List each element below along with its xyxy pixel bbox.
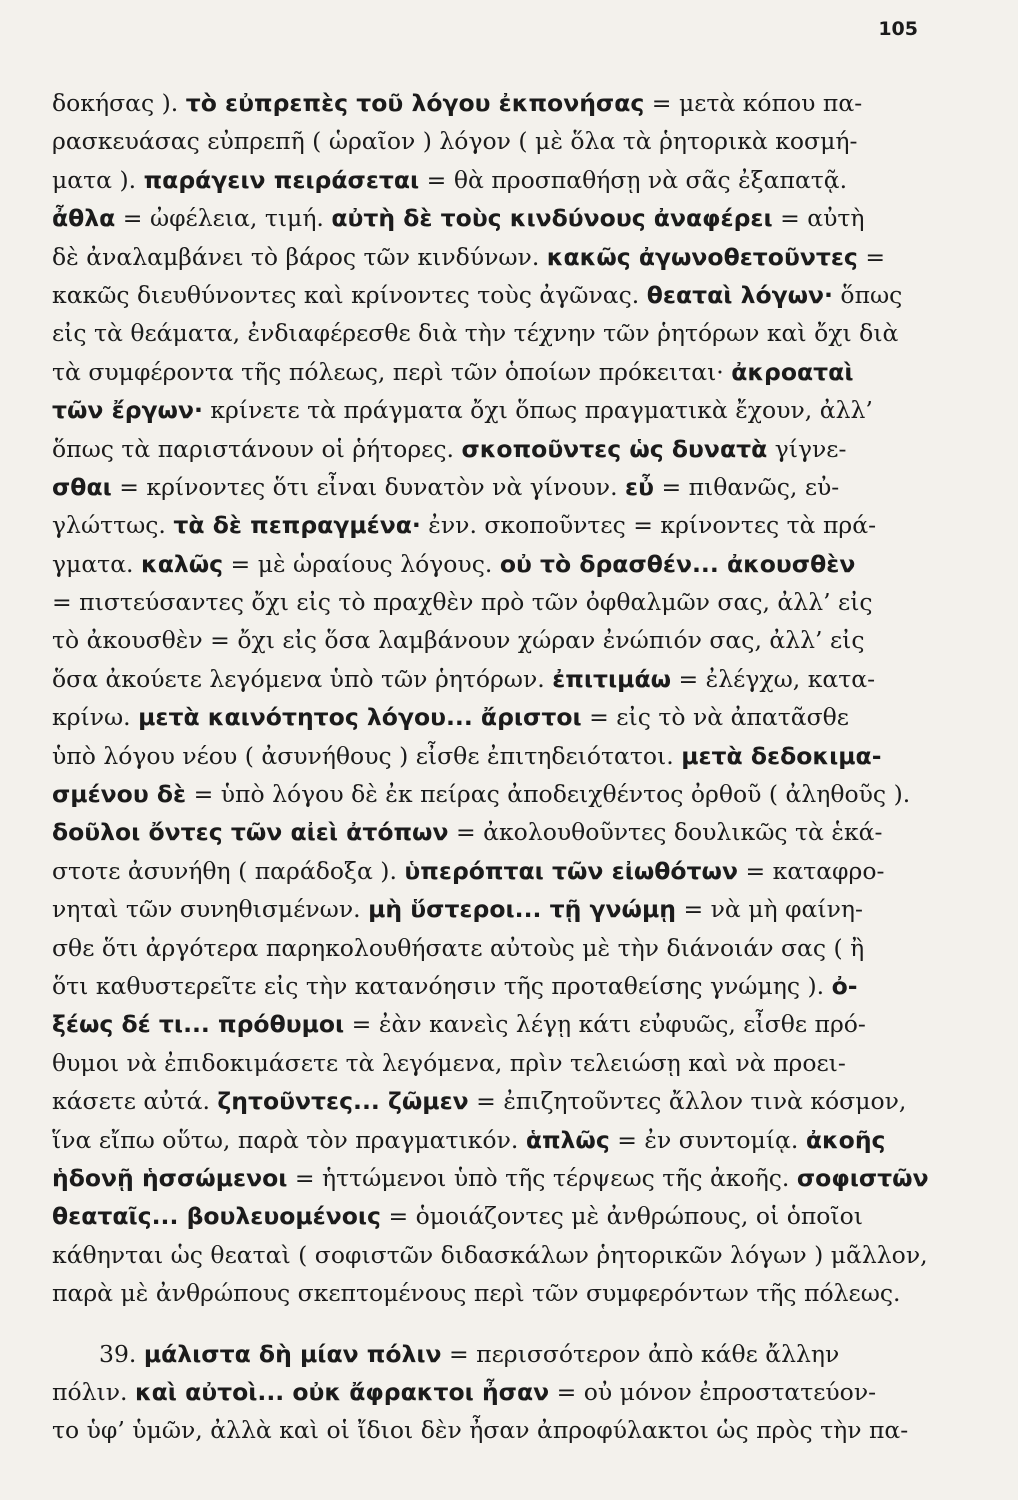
lemma: ὀ- — [831, 971, 858, 1000]
gloss: = κρίνοντες ὅτι εἶναι δυνατὸν νὰ γίνουν. — [111, 472, 626, 501]
lemma: θεαταὶ λόγων· — [646, 280, 833, 309]
page-number: 105 — [878, 18, 918, 40]
gloss: γλώττως. — [52, 511, 174, 540]
text-line — [52, 737, 914, 775]
text-line — [52, 276, 914, 314]
text-line — [52, 199, 914, 237]
lemma: ἐπιτιμάω — [552, 664, 672, 693]
lemma: σοφιστῶν — [796, 1163, 929, 1192]
lemma: ὑπερόπται τῶν εἰωθότων — [404, 856, 738, 885]
gloss: = μετὰ κόπου πα- — [644, 89, 863, 117]
gloss: = ἐν συντομίᾳ. — [609, 1125, 806, 1154]
gloss: = — [857, 242, 886, 271]
text-line — [52, 967, 914, 1005]
gloss: κάσετε αὐτά. — [52, 1087, 218, 1116]
lemma: ἡδονῇ ἡσσώμενοι — [52, 1163, 288, 1192]
text-line — [52, 583, 914, 621]
gloss: = ὠφέλεια, τιμή. — [115, 204, 332, 233]
gloss: ἵνα εἴπω οὕτω, παρὰ τὸν πραγματικόν. — [52, 1125, 526, 1154]
text-line — [52, 660, 914, 698]
lemma: σκοποῦντες ὡς δυνατὰ — [461, 434, 768, 463]
gloss: ὅπως — [832, 280, 903, 309]
text-line — [52, 1044, 914, 1082]
lemma: οὐ τὸ δρασθέν... ἀκουσθὲν — [499, 549, 856, 578]
text-line — [52, 1197, 914, 1235]
gloss: γίγνε- — [767, 434, 847, 463]
main-paragraph — [52, 84, 929, 1313]
gloss: = νὰ μὴ φαίνη- — [675, 895, 863, 924]
gloss: = ἀκολουθοῦντες δουλικῶς τὰ ἑκά- — [448, 818, 883, 847]
gloss: το ὑφ’ ὑμῶν, ἀλλὰ καὶ οἱ ἴδιοι δὲν ἦσαν ἀπροφύλακτοι ὡς πρὸς τὴν πα- — [52, 1416, 909, 1445]
gloss: δὲ ἀναλαμβάνει τὸ βάρος τῶν κινδύνων. — [52, 242, 547, 271]
text-line — [52, 1236, 928, 1274]
gloss: τὰ συμφέροντα τῆς πόλεως, περὶ τῶν ὁποίων πρόκειται· — [52, 357, 732, 386]
lemma: δοῦλοι ὄντες τῶν αἰεὶ ἀτόπων — [52, 818, 449, 847]
lemma: καὶ αὐτοὶ... οὐκ ἄφρακτοι ἦσαν — [134, 1377, 550, 1406]
lemma: ἆθλα — [52, 204, 116, 233]
gloss: = θὰ προσπαθήσῃ νὰ σᾶς ἐξαπατᾷ. — [419, 165, 848, 194]
text-line — [52, 775, 914, 813]
gloss: γματα. — [52, 549, 141, 578]
gloss: 39. — [52, 1339, 144, 1368]
lemma: κακῶς ἀγωνοθετοῦντες — [546, 242, 858, 271]
text-line — [52, 506, 914, 544]
gloss: = ἐπιζητοῦντες ἄλλον τινὰ κόσμον, — [468, 1087, 907, 1116]
text-line — [52, 430, 914, 468]
lemma: καλῶς — [141, 549, 224, 578]
gloss: ὅσα ἀκούετε λεγόμενα ὑπὸ τῶν ῥητόρων. — [52, 664, 553, 693]
gloss: = οὐ μόνον ἐπροστατεύον- — [549, 1377, 877, 1406]
lemma: ξέως δέ τι... πρόθυμοι — [52, 1010, 345, 1039]
lemma: παράγειν πειράσεται — [143, 165, 420, 194]
gloss: = ὑπὸ λόγου δὲ ἐκ πείρας ἀποδειχθέντος ὀρθοῦ ( ἀληθοῦς ). — [186, 780, 911, 809]
gloss: τὸ ἀκουσθὲν = ὄχι εἰς ὅσα λαμβάνουν χώραν ἐνώπιόν σας, ἀλλ’ εἰς — [52, 626, 865, 655]
lemma: αὐτὴ δὲ τοὺς κινδύνους ἀναφέρει — [331, 204, 773, 233]
gloss: κρίνω. — [52, 703, 139, 732]
lemma: σμένου δὲ — [52, 780, 187, 809]
gloss: κάθηνται ὡς θεαταὶ ( σοφιστῶν διδασκάλων ῥητορικῶν λόγων ) μᾶλλον, — [52, 1240, 928, 1269]
lemma: μὴ ὕστεροι... τῇ γνώμῃ — [368, 895, 676, 924]
gloss: ματα ). — [52, 165, 144, 194]
text-line — [52, 545, 914, 583]
text-line — [52, 1121, 914, 1159]
gloss: θυμοι νὰ ἐπιδοκιμάσετε τὰ λεγόμενα, πρὶν τελειώσῃ καὶ νὰ προει- — [52, 1048, 846, 1077]
gloss: = ἐλέγχω, κατα- — [671, 664, 876, 693]
text-line — [52, 698, 914, 736]
text-line — [52, 1373, 914, 1411]
gloss: = εἰς τὸ νὰ ἀπατᾶσθε — [581, 703, 849, 732]
text-line — [52, 1005, 914, 1043]
lemma: θεαταῖς... βουλευομένοις — [52, 1202, 381, 1231]
gloss: ἐνν. σκοποῦντες = κρίνοντες τὰ πρά- — [420, 511, 877, 540]
text-line — [52, 84, 914, 122]
gloss: ὅπως τὰ παριστάνουν οἱ ῥήτορες. — [52, 434, 462, 463]
gloss: κρίνετε τὰ πράγματα ὄχι ὅπως πραγματικὰ ἔχουν, ἀλλ’ — [202, 396, 873, 425]
lemma: ζητοῦντες... ζῶμεν — [217, 1087, 469, 1116]
lemma: ἀκροαταὶ — [731, 357, 854, 386]
lemma: ἀκοῆς — [805, 1125, 886, 1154]
section-39-paragraph — [52, 1335, 914, 1450]
gloss: = μὲ ὡραίους λόγους. — [223, 549, 500, 578]
text-line — [52, 391, 914, 429]
gloss: σθε ὅτι ἀργότερα παρηκολουθήσατε αὐτοὺς μὲ τὴν διάνοιάν σας ( ἢ — [52, 933, 865, 962]
text-line — [52, 852, 914, 890]
gloss: ὅτι καθυστερεῖτε εἰς τὴν κατανόησιν τῆς προταθείσης γνώμης ). — [52, 971, 832, 1000]
lemma: τὰ δὲ πεπραγμένα· — [173, 511, 421, 540]
gloss: εἰς τὰ θεάματα, ἐνδιαφέρεσθε διὰ τὴν τέχνην τῶν ῥητόρων καὶ ὄχι διὰ — [52, 319, 899, 348]
gloss: = καταφρο- — [738, 856, 885, 885]
text-line — [52, 1335, 914, 1373]
gloss: = πιστεύσαντες ὄχι εἰς τὸ πραχθὲν πρὸ τῶν ὀφθαλμῶν σας, ἀλλ’ εἰς — [52, 588, 873, 617]
text-line — [52, 813, 914, 851]
text-line — [52, 238, 914, 276]
lemma: μάλιστα δὴ μίαν πόλιν — [143, 1339, 442, 1368]
text-line — [52, 1411, 914, 1449]
text-line — [52, 1274, 914, 1312]
text-line — [52, 314, 914, 352]
gloss: κακῶς διευθύνοντες καὶ κρίνοντες τοὺς ἀγῶνας. — [52, 280, 647, 309]
lemma: σθαι — [52, 472, 112, 501]
gloss: = ἐὰν κανεὶς λέγῃ κάτι εὐφυῶς, εἶσθε πρό- — [344, 1010, 866, 1039]
gloss: = αὐτὴ — [772, 204, 865, 233]
lemma: μετὰ δεδοκιμα- — [681, 741, 882, 770]
lemma: εὖ — [625, 472, 654, 501]
lemma: τῶν ἔργων· — [52, 396, 203, 425]
text-line — [52, 1159, 929, 1197]
gloss: = περισσότερον ἀπὸ κάθε ἄλλην — [441, 1339, 840, 1368]
text-line — [52, 468, 914, 506]
gloss: δοκήσας ). — [52, 89, 186, 117]
text-line — [52, 929, 914, 967]
text-line — [52, 621, 914, 659]
text-line — [52, 353, 914, 391]
text-line — [52, 161, 914, 199]
gloss: = ἡττώμενοι ὑπὸ τῆς τέρψεως τῆς ἀκοῆς. — [287, 1163, 797, 1192]
gloss: ὑπὸ λόγου νέου ( ἀσυνήθους ) εἶσθε ἐπιτηδειότατοι. — [52, 741, 682, 770]
commentary-text — [52, 84, 929, 1450]
lemma: ἁπλῶς — [525, 1125, 610, 1154]
gloss: παρὰ μὲ ἀνθρώπους σκεπτομένους περὶ τῶν συμφερόντων τῆς πόλεως. — [52, 1279, 901, 1308]
lemma: τὸ εὐπρεπὲς τοῦ λόγου ἐκπονήσας — [185, 89, 645, 117]
gloss: ρασκευάσας εὐπρεπῆ ( ὡραῖον ) λόγον ( μὲ ὅλα τὰ ῥητορικὰ κοσμή- — [52, 127, 858, 156]
text-line — [52, 122, 914, 160]
text-line — [52, 890, 914, 928]
gloss: στοτε ἀσυνήθη ( παράδοξα ). — [52, 856, 405, 885]
gloss: πόλιν. — [52, 1377, 135, 1406]
text-line — [52, 1082, 914, 1120]
gloss: νηταὶ τῶν συνηθισμένων. — [52, 895, 369, 924]
gloss: = πιθανῶς, εὐ- — [653, 472, 840, 501]
gloss: = ὁμοιάζοντες μὲ ἀνθρώπους, οἱ ὁποῖοι — [380, 1202, 864, 1231]
lemma: μετὰ καινότητος λόγου... ἄριστοι — [138, 703, 582, 732]
